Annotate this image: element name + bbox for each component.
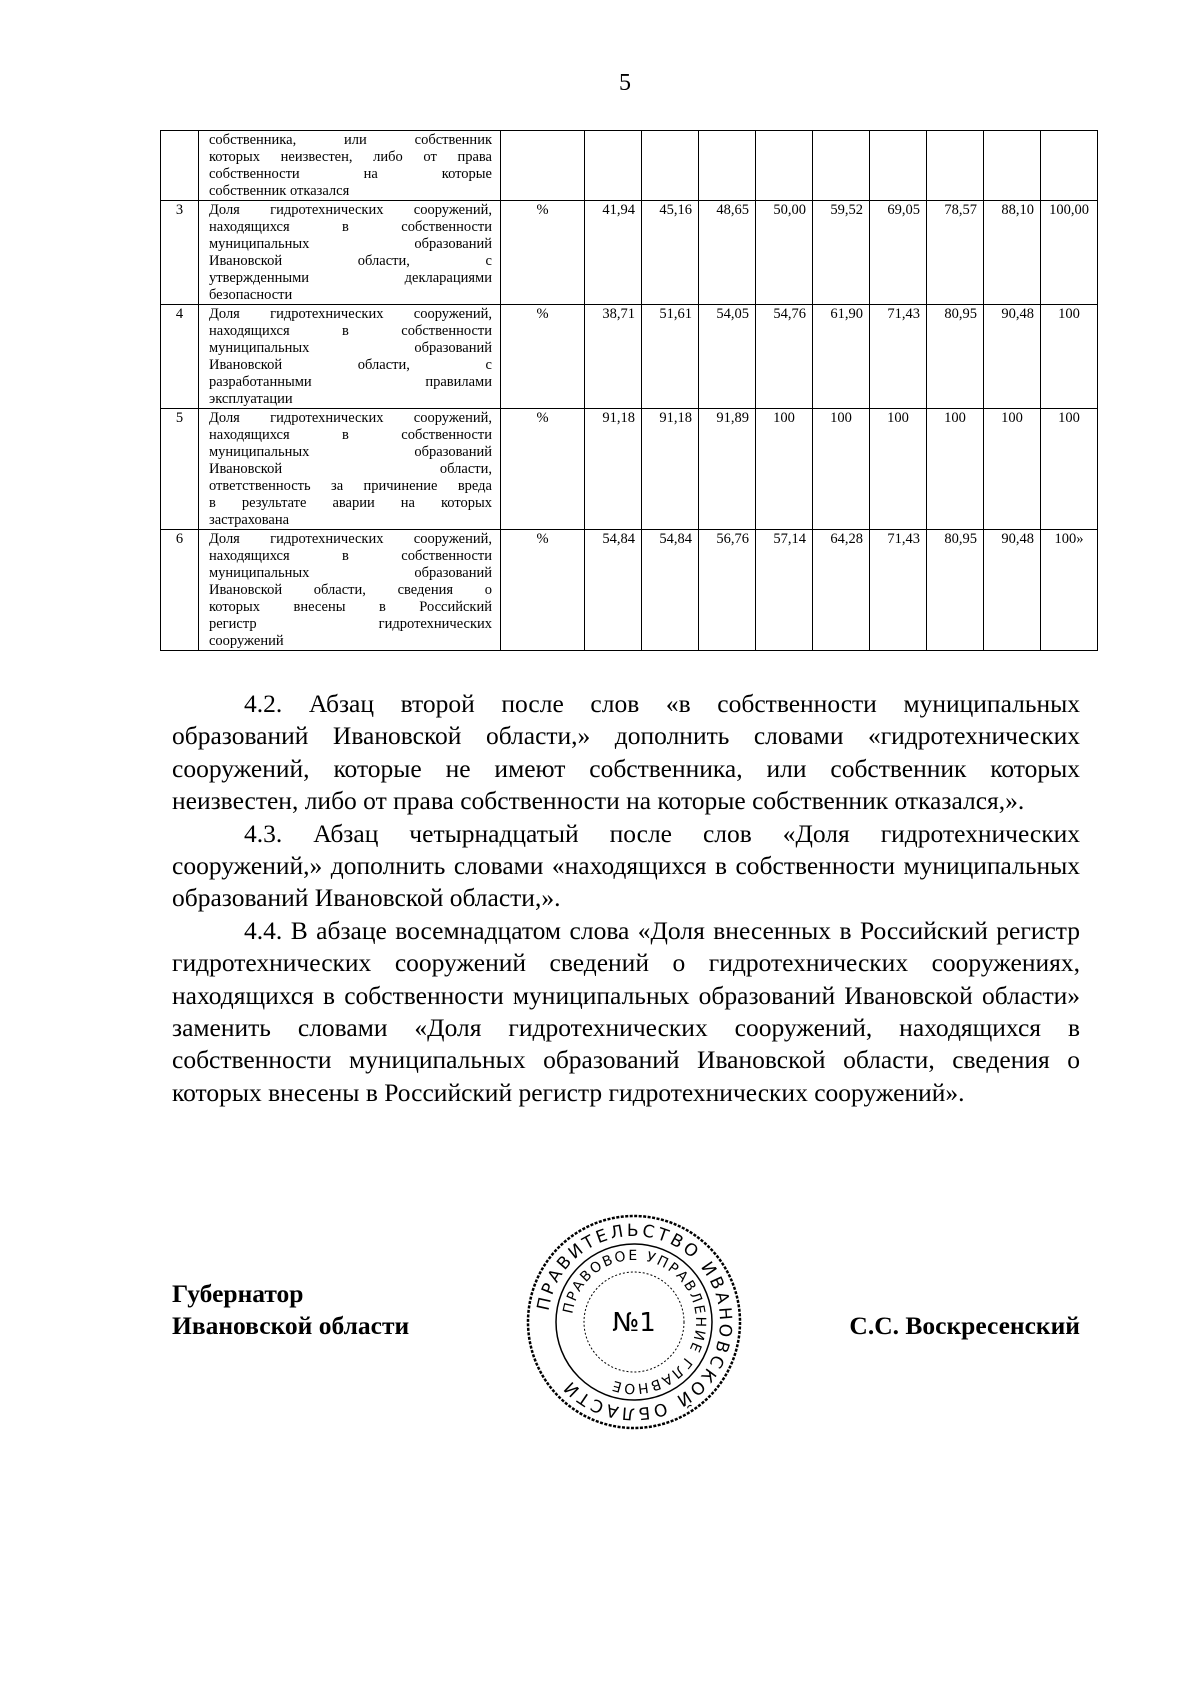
value-cell: 45,16 xyxy=(642,201,699,305)
paragraph-4-3: 4.3. Абзац четырнадцатый после слов «Доля гидротехнических сооружений,» дополнить словами «находящихся в собственности муниципальных образований Ивановской области,». xyxy=(172,818,1080,913)
unit-cell xyxy=(501,131,585,201)
value-cell: 91,18 xyxy=(642,409,699,530)
indicator-description-cell xyxy=(199,530,501,651)
value-cell: 100 xyxy=(1041,305,1098,409)
value-cell: 100 xyxy=(984,409,1041,530)
value-cell: 91,89 xyxy=(699,409,756,530)
value-cell: 90,48 xyxy=(984,530,1041,651)
value-cell: 54,84 xyxy=(585,530,642,651)
value-cell: 61,90 xyxy=(813,305,870,409)
value-cell xyxy=(984,131,1041,201)
description-line: Ивановской области, xyxy=(209,461,492,477)
description-line: застрахована xyxy=(209,512,290,528)
indicator-description-cell xyxy=(199,131,501,201)
value-cell xyxy=(756,131,813,201)
signatory-title-line2: Ивановской области xyxy=(172,1311,410,1340)
value-cell: 54,84 xyxy=(642,530,699,651)
description-line: находящихся в собственности xyxy=(209,427,492,443)
value-cell: 57,14 xyxy=(756,530,813,651)
description-line: которых неизвестен, либо от права xyxy=(209,149,492,165)
value-cell: 48,65 xyxy=(699,201,756,305)
indicator-description-cell xyxy=(199,305,501,409)
stamp-outer-text: ПРАВИТЕЛЬСТВО ИВАНОВСКОЙ ОБЛАСТИ xyxy=(533,1220,736,1424)
value-cell: 38,71 xyxy=(585,305,642,409)
paragraph-4-2: 4.2. Абзац второй после слов «в собственности муниципальных образований Ивановской области,» дополнить словами «гидротехнических сооружений, которые не имеют собственника, или собственник которых неизвестен, либо от права собственности на которые собственник отказался,». xyxy=(172,689,1080,816)
indicator-description-cell xyxy=(199,409,501,530)
value-cell: 91,18 xyxy=(585,409,642,530)
description-line: находящихся в собственности xyxy=(209,323,492,339)
description-line: муниципальных образований xyxy=(209,340,492,356)
value-cell: 100,00 xyxy=(1041,201,1098,305)
description-line: Доля гидротехнических сооружений, xyxy=(209,202,492,218)
value-cell: 88,10 xyxy=(984,201,1041,305)
value-cell: 50,00 xyxy=(756,201,813,305)
indicators-table xyxy=(160,130,1098,651)
description-line: ответственность за причинение вреда xyxy=(209,478,492,494)
value-cell: 80,95 xyxy=(927,530,984,651)
paragraph-4-4: 4.4. В абзаце восемнадцатом слова «Доля внесенных в Российский регистр гидротехнических сооружений сведений о гидротехнических сооружениях, находящихся в собственности муниципальных образований Ивановской области» заменить словами «Доля гидротехнических сооружений, находящихся в собственности муниципальных образований Ивановской области, сведения о которых внесены в Российский регистр гидротехнических сооружений». xyxy=(172,915,1080,1107)
signatory-title-line1: Губернатор xyxy=(172,1279,304,1308)
stamp-inner-text: ПРАВОВОЕ УПРАВЛЕНИЕ ГЛАВНОЕ xyxy=(560,1247,709,1397)
row-number-cell: 5 xyxy=(161,409,199,530)
value-cell xyxy=(585,131,642,201)
description-line: Доля гидротехнических сооружений, xyxy=(209,306,492,322)
value-cell xyxy=(927,131,984,201)
description-line: безопасности xyxy=(209,287,293,303)
page-number: 5 xyxy=(619,70,631,96)
signatory-title xyxy=(172,1278,409,1342)
row-number-cell xyxy=(161,131,199,201)
description-line: эксплуатации xyxy=(209,391,293,407)
description-line: собственности на которые xyxy=(209,166,492,182)
value-cell: 80,95 xyxy=(927,305,984,409)
row-number-cell: 4 xyxy=(161,305,199,409)
description-line: регистр гидротехнических xyxy=(209,616,492,632)
value-cell: 59,52 xyxy=(813,201,870,305)
value-cell: 71,43 xyxy=(870,305,927,409)
table-row xyxy=(161,131,1098,201)
value-cell: 100 xyxy=(813,409,870,530)
description-line: Ивановской области, сведения о xyxy=(209,582,492,598)
value-cell: 100» xyxy=(1041,530,1098,651)
value-cell xyxy=(642,131,699,201)
value-cell: 100 xyxy=(870,409,927,530)
indicator-description-cell xyxy=(199,201,501,305)
unit-cell: % xyxy=(501,409,585,530)
description-line: сооружений xyxy=(209,633,284,649)
description-line: Доля гидротехнических сооружений, xyxy=(209,410,492,426)
description-line: Ивановской области, с xyxy=(209,357,492,373)
description-line: Ивановской области, с xyxy=(209,253,492,269)
value-cell: 51,61 xyxy=(642,305,699,409)
value-cell: 71,43 xyxy=(870,530,927,651)
value-cell: 54,05 xyxy=(699,305,756,409)
unit-cell: % xyxy=(501,305,585,409)
value-cell: 54,76 xyxy=(756,305,813,409)
description-line: разработанными правилами xyxy=(209,374,492,390)
description-line: находящихся в собственности xyxy=(209,548,492,564)
table-row xyxy=(161,530,1098,651)
row-number-cell: 3 xyxy=(161,201,199,305)
value-cell: 90,48 xyxy=(984,305,1041,409)
row-number-cell: 6 xyxy=(161,530,199,651)
amendment-paragraphs xyxy=(172,688,1080,1109)
description-line: находящихся в собственности xyxy=(209,219,492,235)
value-cell: 64,28 xyxy=(813,530,870,651)
value-cell: 100 xyxy=(756,409,813,530)
description-line: Доля гидротехнических сооружений, xyxy=(209,531,492,547)
value-cell: 100 xyxy=(1041,409,1098,530)
signatory-name: С.С. Воскресенский xyxy=(849,1311,1080,1340)
description-line: утвержденными декларациями xyxy=(209,270,492,286)
unit-cell: % xyxy=(501,201,585,305)
description-line: которых внесены в Российский xyxy=(209,599,492,615)
value-cell xyxy=(870,131,927,201)
value-cell xyxy=(699,131,756,201)
description-line: собственник отказался xyxy=(209,183,350,199)
value-cell xyxy=(813,131,870,201)
value-cell: 78,57 xyxy=(927,201,984,305)
description-line: муниципальных образований xyxy=(209,565,492,581)
description-line: в результате аварии на которых xyxy=(209,495,492,511)
official-seal-stamp xyxy=(522,1210,746,1434)
table-row xyxy=(161,305,1098,409)
unit-cell: % xyxy=(501,530,585,651)
table-row xyxy=(161,409,1098,530)
value-cell: 56,76 xyxy=(699,530,756,651)
value-cell xyxy=(1041,131,1098,201)
value-cell: 100 xyxy=(927,409,984,530)
description-line: собственника, или собственник xyxy=(209,132,492,148)
stamp-number: №1 xyxy=(612,1308,656,1338)
value-cell: 69,05 xyxy=(870,201,927,305)
value-cell: 41,94 xyxy=(585,201,642,305)
table-row xyxy=(161,201,1098,305)
description-line: муниципальных образований xyxy=(209,444,492,460)
description-line: муниципальных образований xyxy=(209,236,492,252)
